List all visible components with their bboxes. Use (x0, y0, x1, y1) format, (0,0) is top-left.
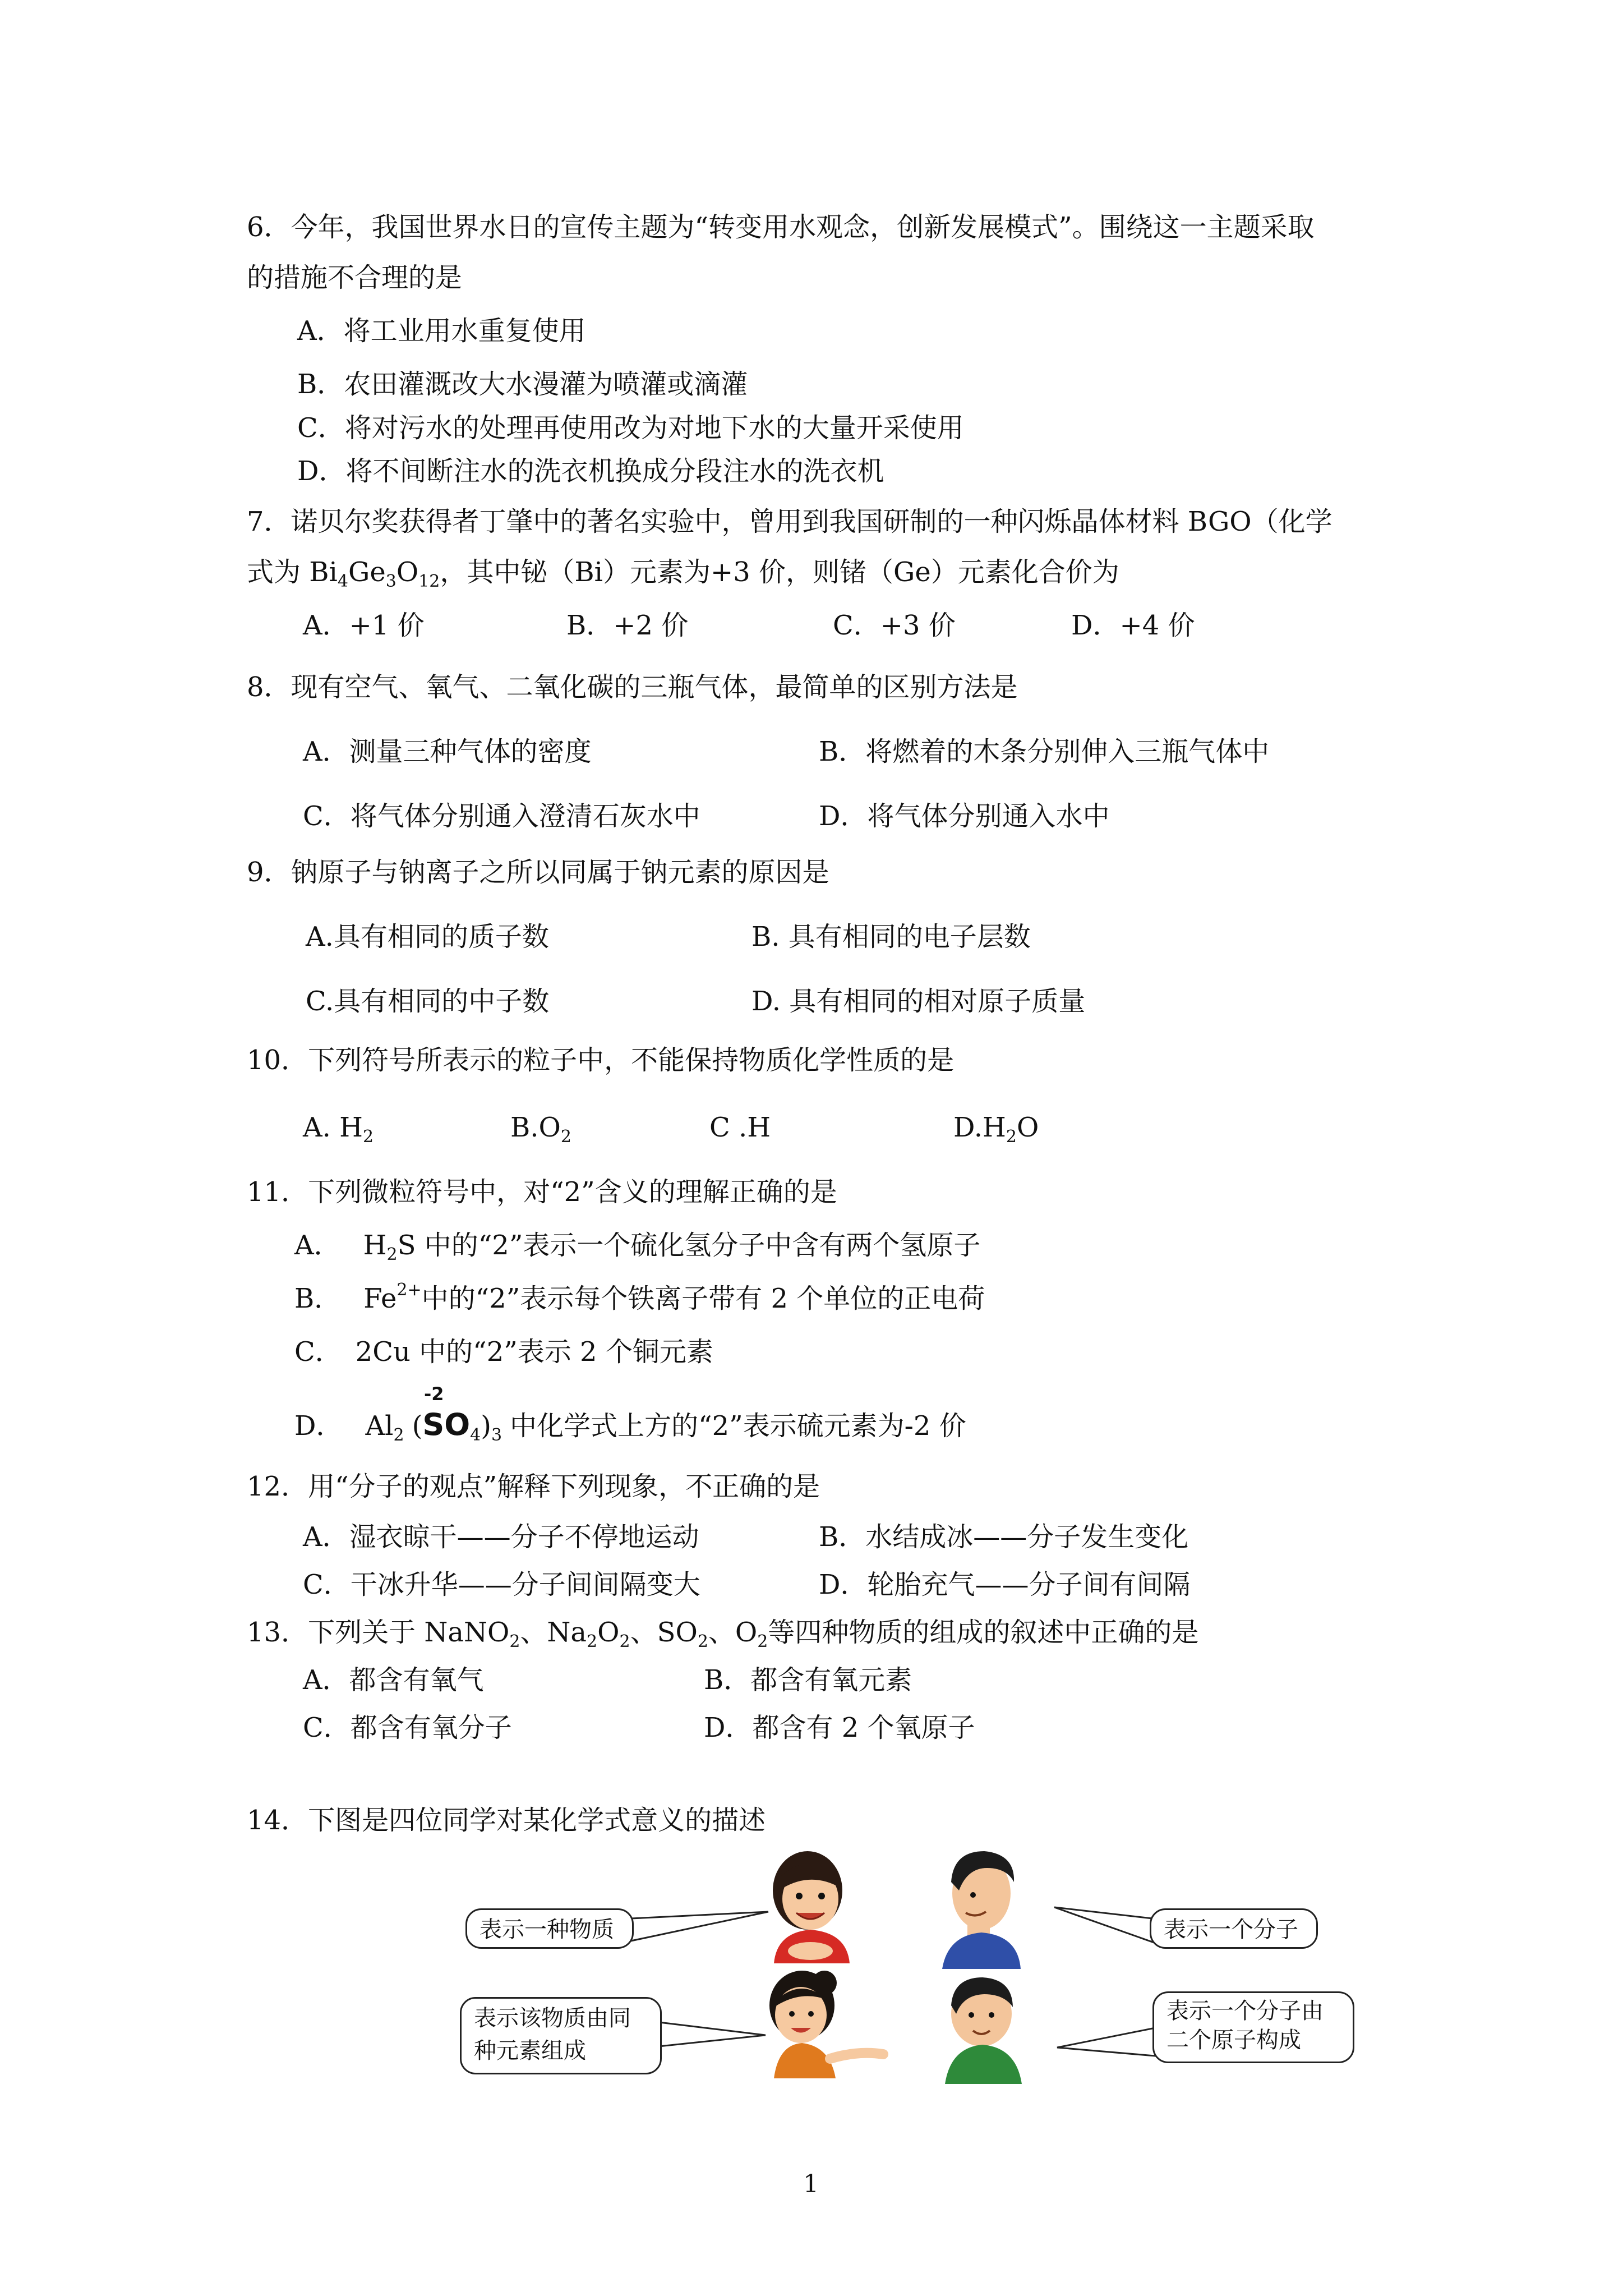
bubble3-tail (659, 2022, 766, 2046)
q8-option-d: D．将气体分别通入水中 (819, 800, 1110, 832)
q10-option-c: C .H (709, 1112, 771, 1143)
q6-option-a: A．将工业用水重复使用 (297, 315, 586, 347)
q10-option-a: A. $H_2$ (303, 1112, 374, 1147)
q7-option-a: A．+1 价 (303, 610, 425, 641)
speech-bubble-3: 表示该物质由同 种元素组成 (460, 1997, 662, 2074)
q7-option-c: C．+3 价 (833, 610, 956, 641)
q11-option-b: B． $Fe^{2+}$中的“2”表示每个铁离子带有 2 个单位的正电荷 (294, 1280, 985, 1314)
q13-option-b: B．都含有氧元素 (704, 1664, 912, 1696)
q11-option-d: D． $Al_2$ $(SO_4)_3$ 中化学式上方的“2”表示硫元素为-2 价 (294, 1407, 966, 1445)
q9-option-d: D. 具有相同的相对原子质量 (751, 986, 1086, 1017)
speech-bubble-2: 表示一个分子 (1150, 1908, 1318, 1949)
q7-option-b: B．+2 价 (566, 610, 689, 641)
q9-option-b: B. 具有相同的电子层数 (751, 921, 1031, 953)
speech-bubble-4: 表示一个分子由 二个原子构成 (1152, 1991, 1354, 2063)
q8-option-b: B．将燃着的木条分别伸入三瓶气体中 (819, 736, 1270, 767)
q12-option-b: B．水结成冰——分子发生变化 (819, 1521, 1189, 1553)
q10-option-b: $B.O_2$ (510, 1112, 571, 1147)
page-number: 1 (803, 2170, 819, 2198)
q12-stem: 12．用“分子的观点”解释下列现象，不正确的是 (247, 1471, 820, 1502)
q12-option-c: C．干冰升华——分子间间隔变大 (303, 1569, 700, 1600)
q9-option-a: A.具有相同的质子数 (306, 921, 549, 953)
q11-option-a: A． $H_2S$ 中的“2”表示一个硫化氢分子中含有两个氢原子 (294, 1230, 981, 1264)
q9-stem: 9．钠原子与钠离子之所以同属于钠元素的原因是 (247, 857, 829, 888)
q10-stem: 10．下列符号所表示的粒子中，不能保持物质化学性质的是 (247, 1045, 955, 1076)
q7-stem-line2: 式为 $Bi_4Ge_3O_{12}$，其中铋（Bi）元素为+3 价，则锗（Ge）元素化合价为 (247, 556, 1119, 591)
q11-valence-mark: -2 (424, 1383, 444, 1405)
q8-option-a: A．测量三种气体的密度 (303, 736, 592, 767)
q6-option-d: D．将不间断注水的洗衣机换成分段注水的洗衣机 (297, 455, 884, 487)
q14-stem: 14．下图是四位同学对某化学式意义的描述 (247, 1805, 766, 1836)
q6-option-b: B．农田灌溉改大水漫灌为喷灌或滴灌 (297, 369, 748, 400)
bubble1-tail (631, 1912, 768, 1941)
q13-option-a: A．都含有氧气 (303, 1664, 484, 1696)
student-1-illustration (773, 1851, 850, 1963)
q6-stem-line2: 的措施不合理的是 (247, 262, 463, 293)
q6-stem-line1: 6．今年，我国世界水日的宣传主题为“转变用水观念，创新发展模式”。围绕这一主题采取 (247, 211, 1315, 243)
q11-option-c: C． 2Cu 中的“2”表示 2 个铜元素 (294, 1336, 713, 1368)
speech-bubble-1: 表示一种物质 (465, 1908, 634, 1949)
q9-option-c: C.具有相同的中子数 (306, 986, 550, 1017)
bubble4-tail (1057, 2028, 1155, 2056)
q8-stem: 8．现有空气、氧气、二氧化碳的三瓶气体，最简单的区别方法是 (247, 671, 1018, 703)
student-4-illustration (945, 1977, 1022, 2084)
q11-sulfate-symbol: SO (422, 1407, 471, 1442)
q10-option-d: $D.H_2O$ (953, 1112, 1039, 1147)
q8-option-c: C．将气体分别通入澄清石灰水中 (303, 800, 700, 832)
q7-stem-line1: 7．诺贝尔奖获得者丁肇中的著名实验中，曾用到我国研制的一种闪烁晶体材料 BGO（化学 (247, 506, 1332, 537)
q13-option-c: C．都含有氧分子 (303, 1712, 512, 1743)
q6-option-c: C．将对污水的处理再使用改为对地下水的大量开采使用 (297, 412, 964, 444)
q12-option-d: D．轮胎充气——分子间有间隔 (819, 1569, 1191, 1600)
student-2-illustration (942, 1851, 1021, 1969)
bubble2-tail (1054, 1907, 1152, 1942)
q11-stem: 11．下列微粒符号中，对“2”含义的理解正确的是 (247, 1176, 837, 1208)
student-3-illustration (769, 1971, 883, 2078)
q12-option-a: A．湿衣晾干——分子不停地运动 (303, 1521, 699, 1553)
q13-stem: 13．下列关于 NaNO$_2$、$Na_2O_2$、$SO_2$、$O_2$等四种物质的组成的叙述中正确的是 (247, 1617, 1199, 1651)
q13-option-d: D．都含有 2 个氧原子 (704, 1712, 975, 1743)
q7-option-d: D．+4 价 (1071, 610, 1195, 641)
